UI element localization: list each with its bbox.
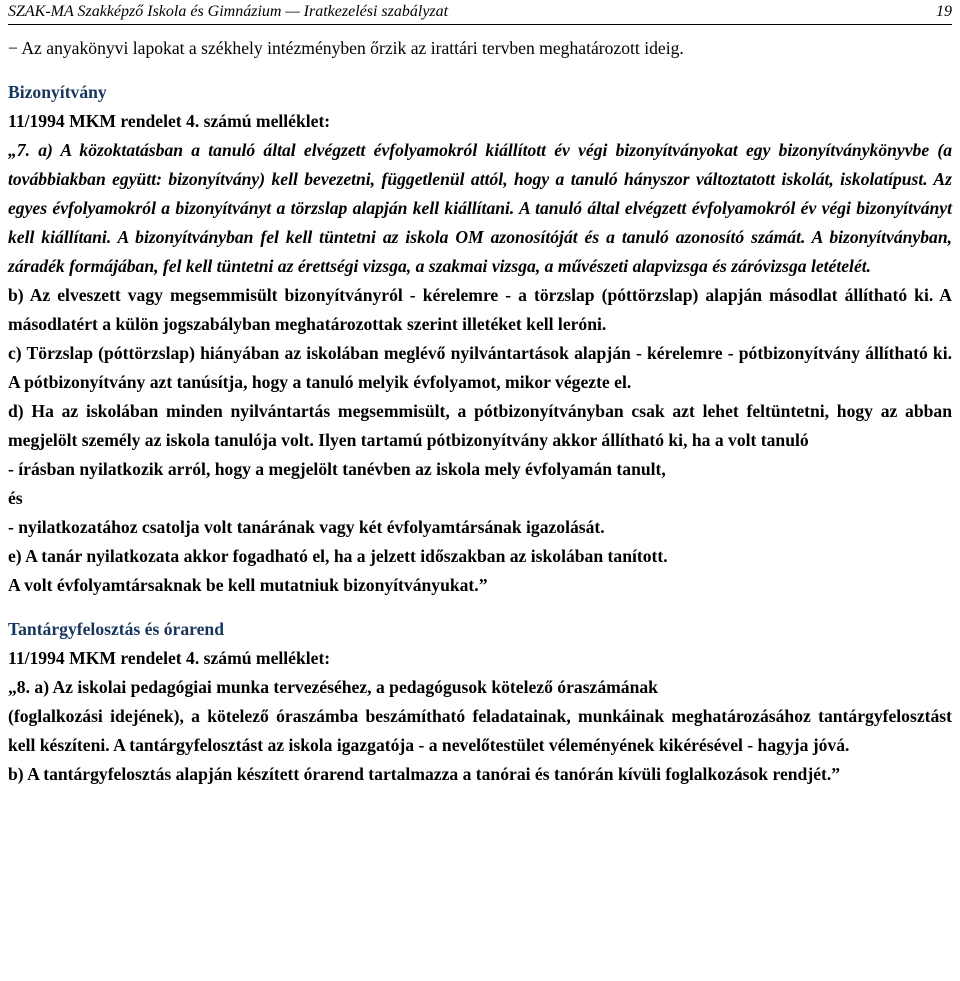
regulation-reference: 11/1994 MKM rendelet 4. számú melléklet: [8,648,331,668]
header-title: SZAK-MA Szakképző Iskola és Gimnázium — Iratkezelési szabályzat [8,3,449,20]
section-heading: Bizonyítvány [8,82,107,102]
paragraph: és [8,488,23,508]
paragraph: − Az anyakönyvi lapokat a székhely intézményben őrzik az irattári tervben meghatározott ideig. [8,38,684,58]
page-number: 19 [936,3,952,20]
list-item: - nyilatkozatához csatolja volt tanárának vagy két évfolyamtársának igazolását. [8,517,605,537]
paragraph: e) A tanár nyilatkozata akkor fogadható el, ha a jelzett időszakban az iskolában tanított. [8,546,668,566]
paragraph: c) Törzslap (póttörzslap) hiányában az iskolában meglévő nyilvántartások alapján - kérelemre - pótbizonyítvány állítható ki. A pótbizonyítvány azt tanúsítja, hogy a tanuló melyik évfolyamot, mikor végezte el. [8,343,952,392]
list-item: - írásban nyilatkozik arról, hogy a megjelölt tanévben az iskola mely évfolyamán tanult, [8,459,666,479]
paragraph: b) A tantárgyfelosztás alapján készített órarend tartalmazza a tanórai és tanórán kívüli foglalkozások rendjét.” [8,764,841,784]
paragraph: A volt évfolyamtársaknak be kell mutatniuk bizonyítványukat.” [8,575,488,595]
page-header [8,2,952,25]
paragraph: „8. a) Az iskolai pedagógiai munka tervezéséhez, a pedagógusok kötelező óraszámának [8,677,658,697]
document-body [8,34,952,789]
quoted-paragraph: „7. a) A közoktatásban a tanuló által elvégzett évfolyamokról kiállított év végi bizonyítványokat egy bizonyítványkönyvbe (a továbbiakban együtt: bizonyítvány) kell bevezetni, függetlenül attól, hogy a tanuló hányszor változtatott iskolát, iskolatípust. Az egyes évfolyamokról a bizonyítványt a törzslap alapján kell kiállítani. A tanuló által elvégzett évfolyamokról év végi bizonyítványt kell kiállítani. A bizonyítványban fel kell tüntetni az iskola OM azonosítóját és a tanuló azonosító számát. A bizonyítványban, záradék formájában, fel kell tüntetni az érettségi vizsga, a szakmai vizsga, a művészeti alapvizsga és záróvizsga letételét. [8,140,952,276]
section-heading: Tantárgyfelosztás és órarend [8,619,224,639]
regulation-reference: 11/1994 MKM rendelet 4. számú melléklet: [8,111,331,131]
paragraph: (foglalkozási idejének), a kötelező óraszámba beszámítható feladatainak, munkáinak meghatározásához tantárgyfelosztást kell készíteni. A tantárgyfelosztást az iskola igazgatója - a nevelőtestület véleményének kikérésével - hagyja jóvá. [8,706,952,755]
paragraph: d) Ha az iskolában minden nyilvántartás megsemmisült, a pótbizonyítványban csak azt lehet feltüntetni, hogy az abban megjelölt személy az iskola tanulója volt. Ilyen tartamú pótbizonyítvány akkor állítható ki, ha a volt tanuló [8,401,952,450]
paragraph: b) Az elveszett vagy megsemmisült bizonyítványról - kérelemre - a törzslap (póttörzslap) alapján másodlat állítható ki. A másodlatért a külön jogszabályban meghatározottak szerint illetéket kell leróni. [8,285,952,334]
